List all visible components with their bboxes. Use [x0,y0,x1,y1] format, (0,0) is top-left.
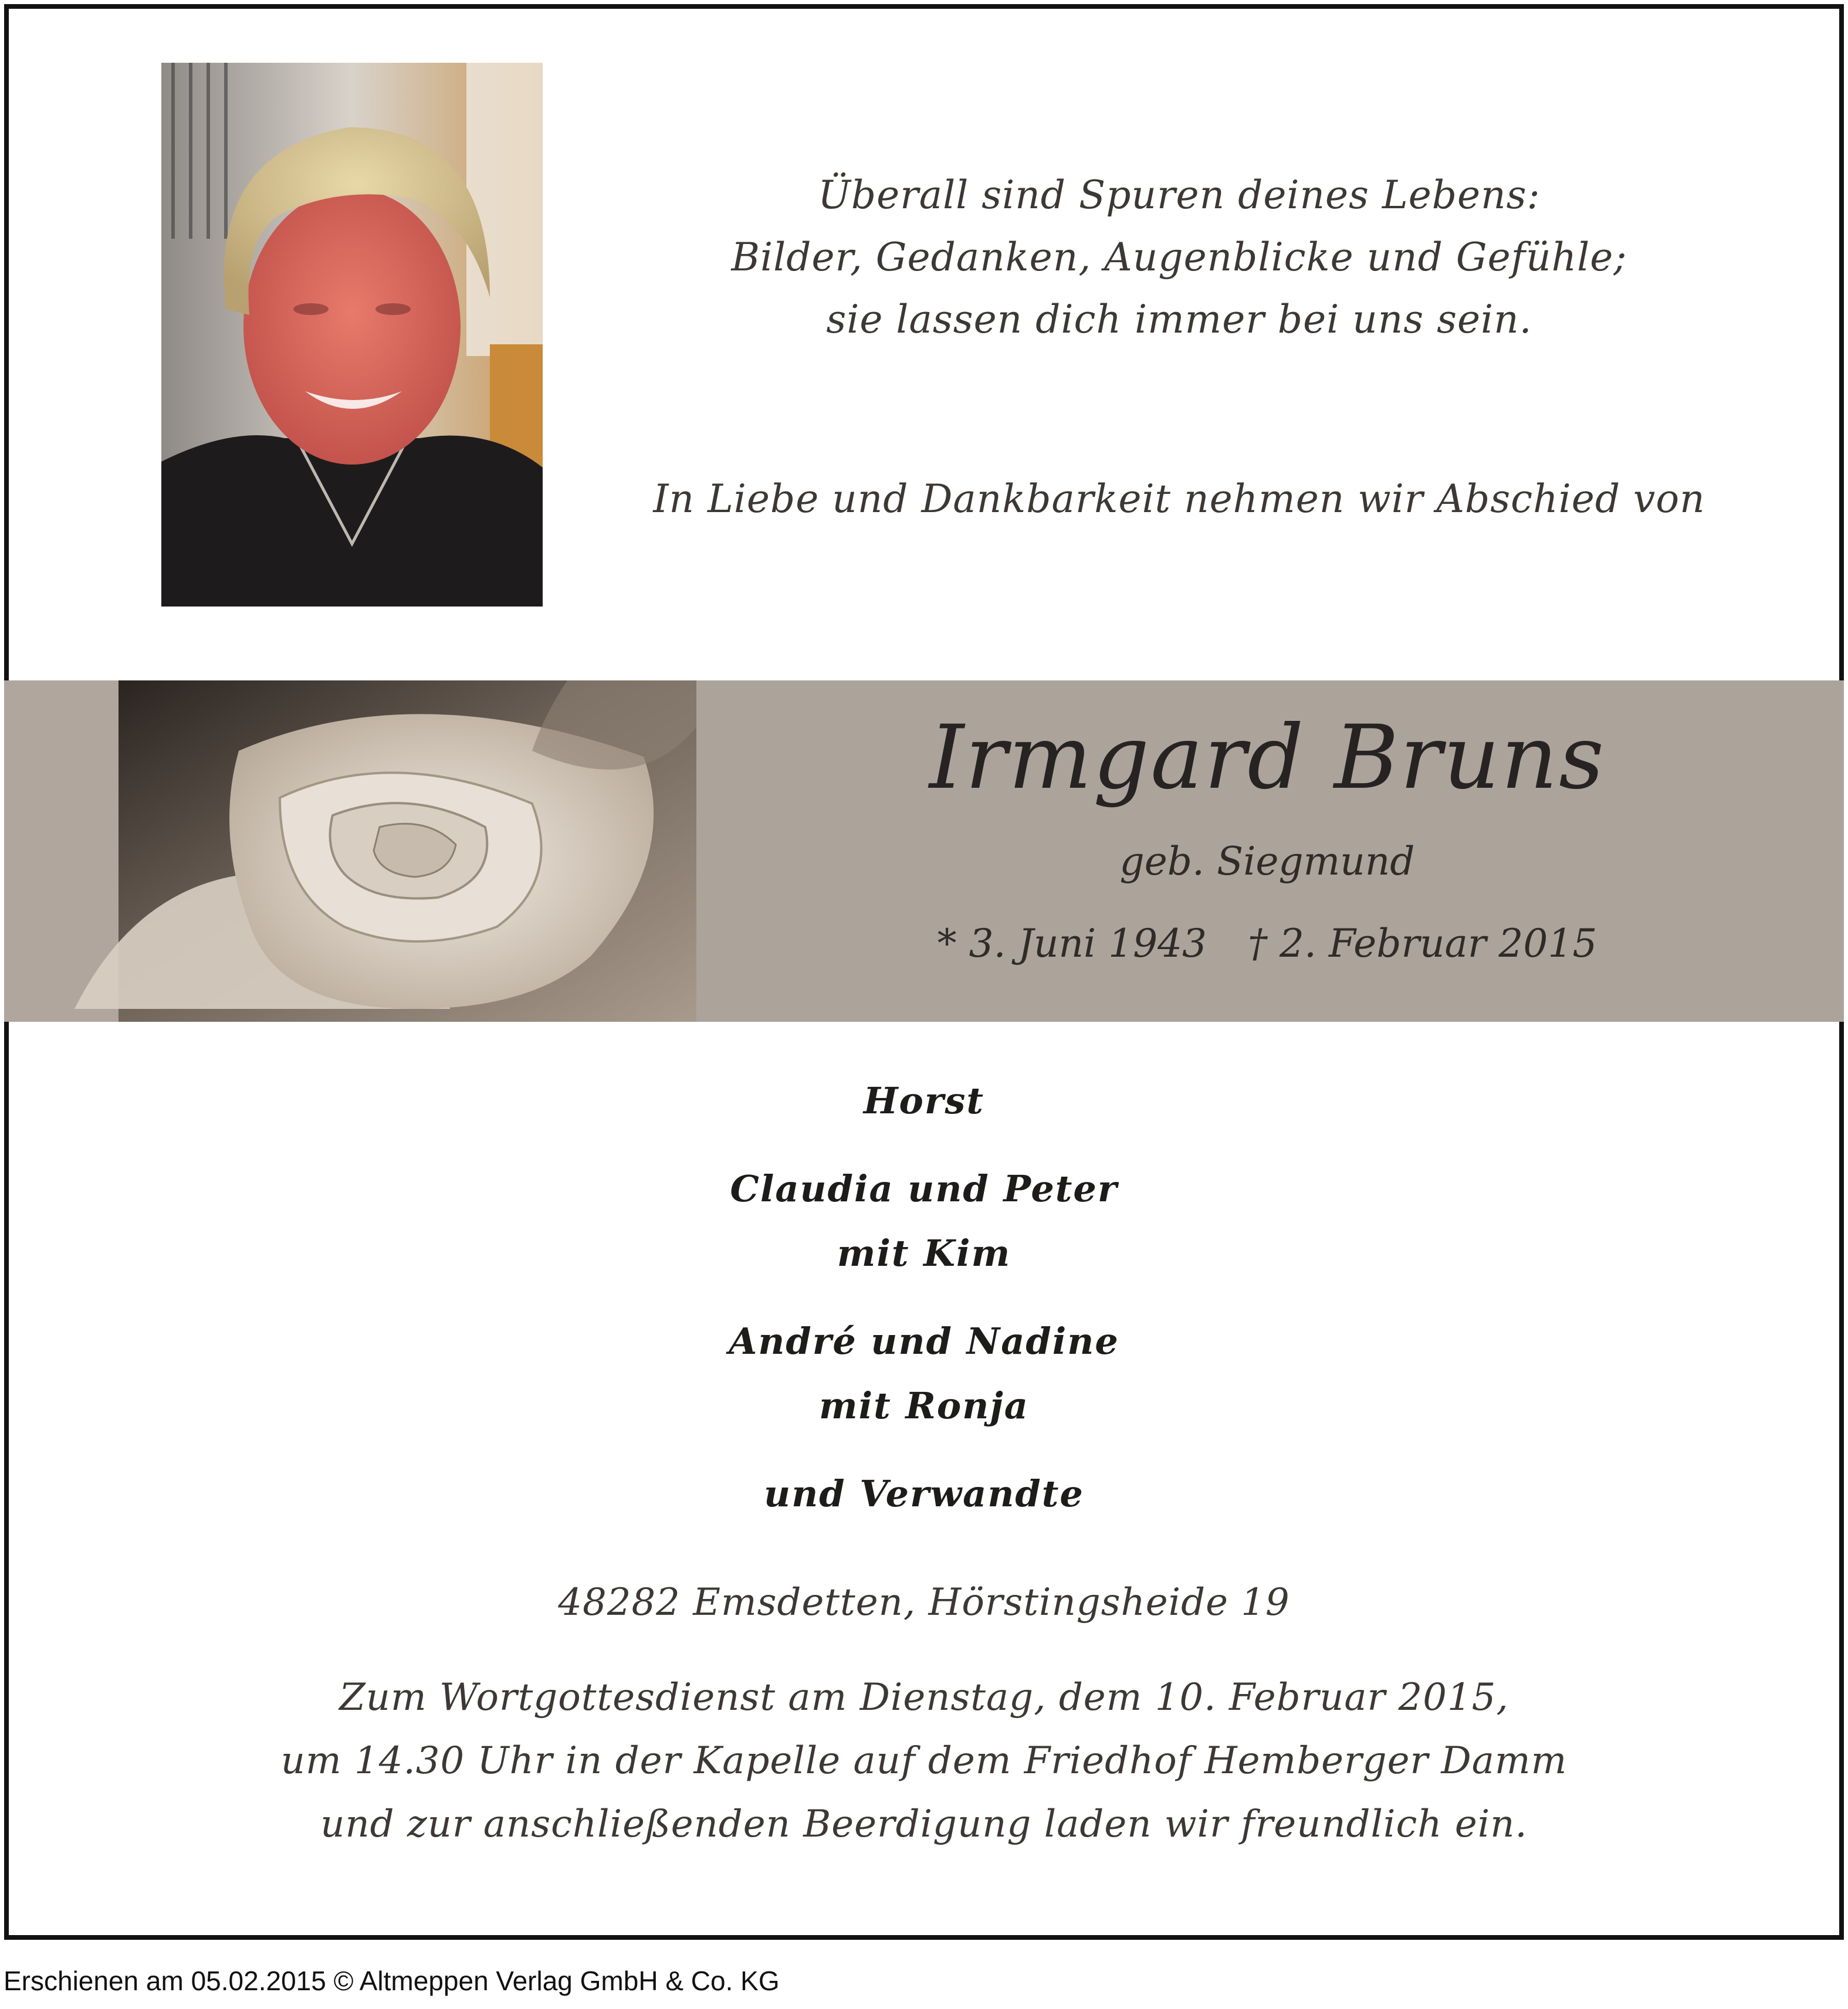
birth-date: * 3. Juni 1943 [937,921,1207,966]
service-line: und zur anschließenden Beerdigung laden wir freundlich ein. [320,1803,1528,1846]
quote-line: Bilder, Gedanken, Augenblicke und Gefühle; [731,235,1627,280]
death-date: † 2. Februar 2015 [1248,921,1597,966]
service-line: Zum Wortgottesdienst am Dienstag, dem 10. Februar 2015, [339,1676,1509,1719]
maiden-name: geb. Siegmund [1119,839,1415,884]
quote-line: Überall sind Spuren deines Lebens: [818,172,1541,218]
family-line: Horst [863,1079,985,1122]
service-notice [176,1666,1672,1856]
farewell-intro: In Liebe und Dankbarkeit nehmen wir Abschied von [653,476,1705,521]
memorial-quote [616,164,1742,351]
family-line: und Verwandte [764,1472,1084,1515]
family-line: Claudia und Peter [730,1167,1118,1210]
rose-image [4,680,696,1022]
family-address: 48282 Emsdetten, Hörstingsheide 19 [558,1581,1290,1624]
quote-line: sie lassen dich immer bei uns sein. [826,297,1532,342]
portrait-photo [161,63,543,607]
service-line: um 14.30 Uhr in der Kapelle auf dem Friedhof Hemberger Damm [280,1739,1568,1783]
deceased-name: Irmgard Bruns [929,707,1606,809]
family-line: mit Kim [837,1232,1011,1275]
life-dates [845,921,1690,966]
family-line: André und Nadine [729,1320,1119,1363]
family-line: mit Ronja [819,1384,1029,1427]
publication-footer: Erschienen am 05.02.2015 © Altmeppen Verlag GmbH & Co. KG [4,1966,780,1996]
